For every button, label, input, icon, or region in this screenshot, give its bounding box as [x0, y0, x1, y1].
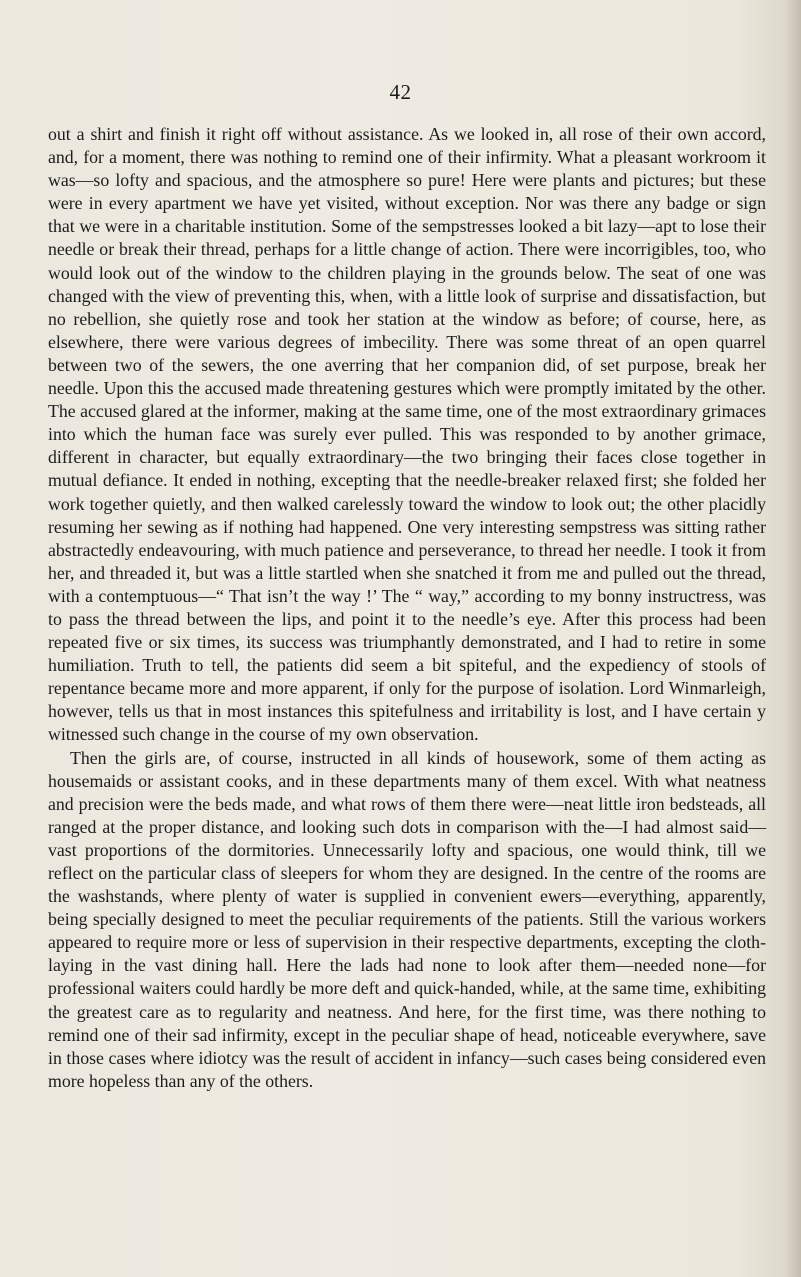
paragraph-2: Then the girls are, of course, instructed in all kinds of housework, some of them acting as housemaids or assistant cooks, and in these departments many of them excel. With what neatness and precision were the beds made, and what rows of them there were—neat little iron bedsteads, all ranged at the proper distance, and looking such dots in comparison with the—I had almost said—vast proportions of the dormitories. Unnecessarily lofty and spacious, one would think, till we reflect on the particular class of sleepers for whom they are designed. In the centre of the rooms are the washstands, where plenty of water is supplied in convenient ewers—everything, apparently, being specially designed to meet the peculiar requirements of the patients. Still the various workers appeared to require more or less of supervision in their respective departments, excepting the cloth-laying in the vast dining hall. Here the lads had none to look after them—needed none—for professional waiters could hardly be more deft and quick-handed, while, at the same time, exhibiting the greatest care as to regularity and neatness. And here, for the first time, was there nothing to remind one of their sad infirmity, except in the peculiar shape of head, noticeable everywhere, save in those cases where idiotcy was the result of accident in infancy—such cases being considered even more hopeless than any of the others. [48, 747, 766, 1091]
page-body [48, 123, 766, 1093]
paragraph-1: out a shirt and finish it right off without assistance. As we looked in, all rose of their own accord, and, for a moment, there was nothing to remind one of their infirmity. What a pleasant workroom it was—so lofty and spacious, and the atmosphere so pure! Here were plants and pictures; but these were in every apartment we have yet visited, without exception. Nor was there any badge or sign that we were in a charitable institution. Some of the sempstresses looked a bit lazy—apt to lose their needle or break their thread, perhaps for a little change of action. There were incorrigibles, too, who would look out of the window to the children playing in the grounds below. The seat of one was changed with the view of preventing this, when, with a little look of surprise and dissatisfaction, but no rebellion, she quietly rose and took her station at the window as before; of course, here, as elsewhere, there were various degrees of imbecility. There was some threat of an open quarrel between two of the sewers, the one averring that her companion did, of set purpose, break her needle. Upon this the accused made threatening gestures which were promptly imitated by the other. The accused glared at the informer, making at the same time, one of the most extraordinary grimaces into which the human face was surely ever pulled. This was responded to by another grimace, different in character, but equally extraordinary—the two bringing their faces close together in mutual defiance. It ended in nothing, excepting that the needle-breaker relaxed first; she folded her work together quietly, and then walked carelessly toward the window to look out; the other placidly resuming her sewing as if nothing had happened. One very interesting sempstress was sitting rather abstractedly endeavouring, with much patience and perseverance, to thread her needle. I took it from her, and threaded it, but was a little startled when she snatched it from me and pulled out the thread, with a contemptuous—“ That isn’t the way !’ The “ way,” according to my bonny instructress, was to pass the thread between the lips, and point it to the needle’s eye. After this process had been repeated five or six times, its success was triumphantly demonstrated, and I had to retire in some humiliation. Truth to tell, the patients did seem a bit spiteful, and the expediency of stools of repentance became more and more apparent, if only for the purpose of isolation. Lord Winmarleigh, however, tells us that in most instances this spitefulness and irritability is lost, and I have certain y witnessed such change in the course of my own observation. [48, 124, 766, 745]
page-edge-shadow [785, 0, 801, 1277]
page-number: 42 [389, 80, 412, 104]
